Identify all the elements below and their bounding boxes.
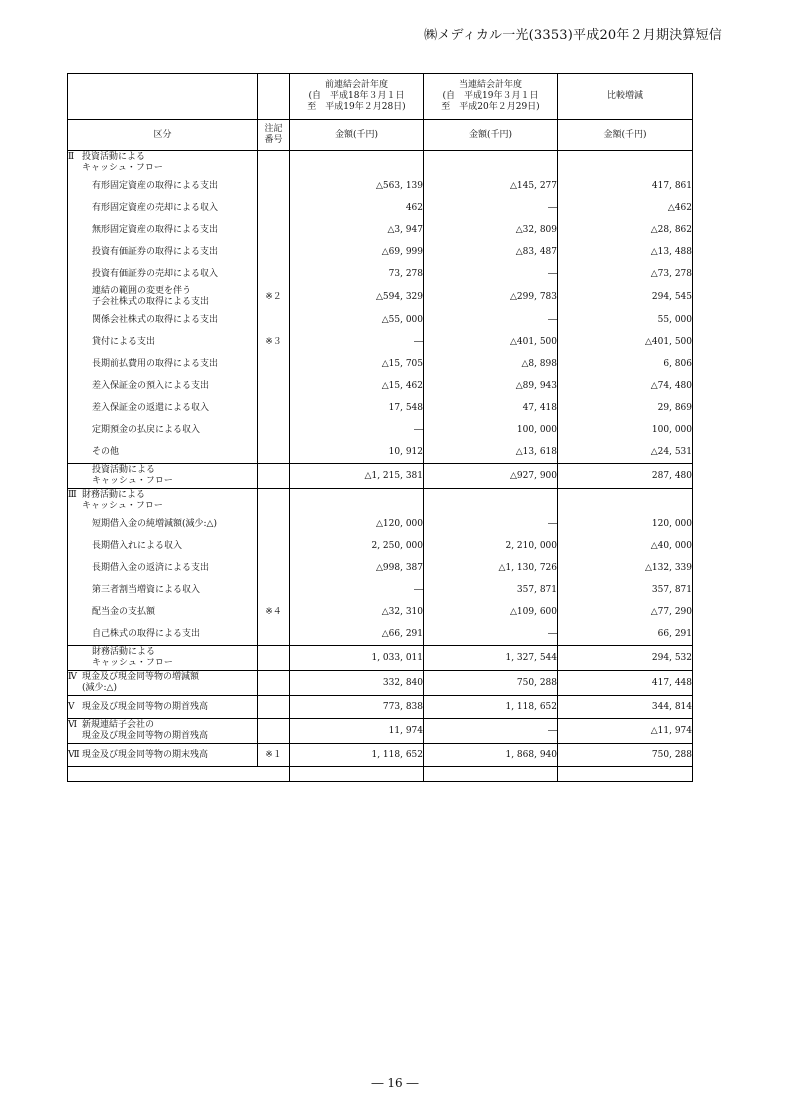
amount-prev: △15, 705 xyxy=(290,353,424,375)
row-label xyxy=(68,219,258,241)
amount-curr: △13, 618 xyxy=(424,441,558,464)
note-cell xyxy=(258,464,290,489)
text-line: 現金及び現金同等物の期首残高 xyxy=(82,731,209,741)
text-line: 第三者割当増資による収入 xyxy=(92,584,201,595)
note-ref xyxy=(258,419,290,441)
text-line: (減少:△) xyxy=(82,683,117,693)
amount-curr: △89, 943 xyxy=(424,375,558,397)
amount-curr: 1, 118, 652 xyxy=(424,696,558,719)
text-line: (自 平成18年３月１日 xyxy=(308,91,405,101)
empty-amount xyxy=(558,489,693,514)
amount-diff: 287, 480 xyxy=(558,464,693,489)
section-title-row xyxy=(68,151,693,176)
section-title-wrap xyxy=(68,490,257,512)
empty-cell xyxy=(68,767,258,782)
total-row xyxy=(68,696,693,719)
note-ref xyxy=(258,219,290,241)
amount-prev: △563, 139 xyxy=(290,175,424,197)
table-row xyxy=(68,623,693,646)
note-ref xyxy=(258,397,290,419)
amount-prev: ― xyxy=(290,331,424,353)
amount-diff: 417, 448 xyxy=(558,671,693,696)
total-label-text xyxy=(82,720,208,742)
text-line: 有形固定資産の売却による収入 xyxy=(92,202,219,213)
note-ref xyxy=(258,579,290,601)
amount-prev: △3, 947 xyxy=(290,219,424,241)
amount-prev: 2, 250, 000 xyxy=(290,535,424,557)
row-label xyxy=(68,579,258,601)
empty-amount xyxy=(424,489,558,514)
section-numeral: Ⅶ xyxy=(68,749,80,760)
row-label xyxy=(68,623,258,646)
amount-curr: 100, 000 xyxy=(424,419,558,441)
text-line: 配当金の支払額 xyxy=(92,606,156,617)
row-label xyxy=(68,397,258,419)
table-row xyxy=(68,375,693,397)
text-line: キャッシュ・フロー xyxy=(92,476,173,486)
section-title-row xyxy=(68,489,693,514)
row-label xyxy=(68,331,258,353)
empty-amount xyxy=(290,151,424,176)
text-line: 当連結会計年度 xyxy=(458,80,522,90)
row-label xyxy=(68,309,258,331)
row-label xyxy=(68,197,258,219)
total-label-wrap xyxy=(68,702,257,713)
amount-curr: 47, 418 xyxy=(424,397,558,419)
amount-diff: 750, 288 xyxy=(558,744,693,767)
column-header-row xyxy=(68,120,693,151)
header-blank xyxy=(68,74,258,120)
period-header-row xyxy=(68,74,693,120)
amount-curr: 357, 871 xyxy=(424,579,558,601)
section-title xyxy=(68,489,258,514)
note-ref xyxy=(258,197,290,219)
amount-diff: 66, 291 xyxy=(558,623,693,646)
row-label xyxy=(68,375,258,397)
text-line: その他 xyxy=(92,446,120,457)
text-line: 長期借入れによる収入 xyxy=(92,540,183,551)
amount-prev: △32, 310 xyxy=(290,601,424,623)
table-row xyxy=(68,535,693,557)
text-line: 投資有価証券の売却による収入 xyxy=(92,268,219,279)
amount-prev: 10, 912 xyxy=(290,441,424,464)
table-row xyxy=(68,331,693,353)
table-row xyxy=(68,197,693,219)
table-row xyxy=(68,419,693,441)
section-numeral: Ⅴ xyxy=(68,701,75,712)
amount-diff: △401, 500 xyxy=(558,331,693,353)
note-ref xyxy=(258,353,290,375)
row-label xyxy=(68,535,258,557)
text-line: 連結の範囲の変更を伴う xyxy=(92,286,192,296)
text-line: 現金及び現金同等物の増減額 xyxy=(82,672,200,682)
amount-prev: ― xyxy=(290,579,424,601)
amount-prev: △55, 000 xyxy=(290,309,424,331)
note-cell xyxy=(258,646,290,671)
text-line: 定期預金の払戻による収入 xyxy=(92,424,201,435)
text-line: 投資活動による xyxy=(82,152,146,162)
row-label xyxy=(68,441,258,464)
section-numeral: Ⅱ xyxy=(68,152,75,162)
amount-curr: △145, 277 xyxy=(424,175,558,197)
total-label-wrap xyxy=(68,672,257,694)
amount-diff: 29, 869 xyxy=(558,397,693,419)
text-line: キャッシュ・フロー xyxy=(82,501,163,511)
amount-diff: △77, 290 xyxy=(558,601,693,623)
text-line: 比較増減 xyxy=(606,91,643,101)
note-ref xyxy=(258,671,290,696)
text-line: 前連結会計年度 xyxy=(324,80,388,90)
header-blank xyxy=(258,74,290,120)
text-line: 注記 xyxy=(264,124,283,134)
table-row xyxy=(68,285,693,309)
note-ref: ※１ xyxy=(258,744,290,767)
text-line: 自己株式の取得による支出 xyxy=(92,628,201,639)
empty-amount xyxy=(424,151,558,176)
note-ref xyxy=(258,375,290,397)
table-row xyxy=(68,175,693,197)
section-title-text xyxy=(82,152,163,174)
text-line: 差入保証金の預入による支出 xyxy=(92,380,210,391)
total-label-text xyxy=(82,750,208,761)
table-row xyxy=(68,263,693,285)
amount-prev: 1, 118, 652 xyxy=(290,744,424,767)
total-label xyxy=(68,744,258,767)
section-title xyxy=(68,151,258,176)
empty-amount xyxy=(290,489,424,514)
amount-diff: △40, 000 xyxy=(558,535,693,557)
amount-curr: △927, 900 xyxy=(424,464,558,489)
amount-prev: △69, 999 xyxy=(290,241,424,263)
note-cell xyxy=(258,151,290,176)
row-label xyxy=(68,285,258,309)
note-ref: ※４ xyxy=(258,601,290,623)
comparison-header xyxy=(558,74,693,120)
amount-prev: 332, 840 xyxy=(290,671,424,696)
table-row xyxy=(68,579,693,601)
text-line: 有形固定資産の取得による支出 xyxy=(92,180,219,191)
amount-diff: 344, 814 xyxy=(558,696,693,719)
text-line: 短期借入金の純増減額(減少:△) xyxy=(92,518,217,529)
prior-period-header xyxy=(290,74,424,120)
section-title-wrap xyxy=(68,152,257,174)
note-ref: ※３ xyxy=(258,331,290,353)
section-title-text xyxy=(82,490,163,512)
section-numeral: Ⅲ xyxy=(68,490,77,500)
amount-curr: 2, 210, 000 xyxy=(424,535,558,557)
amount-diff: 100, 000 xyxy=(558,419,693,441)
total-label-wrap xyxy=(68,750,257,761)
amount-diff: △73, 278 xyxy=(558,263,693,285)
text-line: 投資活動による xyxy=(92,465,156,475)
amount-diff: 294, 545 xyxy=(558,285,693,309)
text-line: 財務活動による xyxy=(92,647,156,657)
empty-cell xyxy=(558,767,693,782)
note-ref xyxy=(258,623,290,646)
amount-diff: △462 xyxy=(558,197,693,219)
amount-curr: ― xyxy=(424,623,558,646)
amount-curr: △401, 500 xyxy=(424,331,558,353)
note-ref xyxy=(258,696,290,719)
text-line: 長期前払費用の取得による支出 xyxy=(92,358,219,369)
empty-cell xyxy=(424,767,558,782)
cash-flow-table xyxy=(67,73,693,782)
text-line: 新規連結子会社の xyxy=(82,720,155,730)
table-row xyxy=(68,353,693,375)
row-label xyxy=(68,241,258,263)
row-label xyxy=(68,513,258,535)
amount-curr: ― xyxy=(424,197,558,219)
text-line: 現金及び現金同等物の期末残高 xyxy=(82,749,209,760)
text-line: (自 平成19年３月１日 xyxy=(442,91,539,101)
table-row xyxy=(68,241,693,263)
amount-prev: △120, 000 xyxy=(290,513,424,535)
amount-curr: 750, 288 xyxy=(424,671,558,696)
amount-prev: 17, 548 xyxy=(290,397,424,419)
note-ref xyxy=(258,309,290,331)
row-label xyxy=(68,353,258,375)
subtotal-row xyxy=(68,646,693,671)
table-row xyxy=(68,441,693,464)
total-label xyxy=(68,719,258,744)
text-line: 現金及び現金同等物の期首残高 xyxy=(82,701,209,712)
note-cell xyxy=(258,489,290,514)
amount-prev: 1, 033, 011 xyxy=(290,646,424,671)
amount-diff: 6, 806 xyxy=(558,353,693,375)
total-row xyxy=(68,671,693,696)
section-numeral: Ⅳ xyxy=(68,672,77,682)
amount-diff: △28, 862 xyxy=(558,219,693,241)
note-ref xyxy=(258,241,290,263)
note-ref xyxy=(258,719,290,744)
text-line: 差入保証金の返還による収入 xyxy=(92,402,210,413)
text-line: 関係会社株式の取得による支出 xyxy=(92,314,219,325)
amount-prev: ― xyxy=(290,419,424,441)
total-label-text xyxy=(82,702,208,713)
amount-diff: 120, 000 xyxy=(558,513,693,535)
amount-diff: △74, 480 xyxy=(558,375,693,397)
note-ref xyxy=(258,263,290,285)
row-label xyxy=(68,557,258,579)
total-row xyxy=(68,744,693,767)
amount-diff: △11, 974 xyxy=(558,719,693,744)
amount-diff: 55, 000 xyxy=(558,309,693,331)
text-line: 至 平成19年２月28日) xyxy=(307,102,406,112)
amount-diff: △132, 339 xyxy=(558,557,693,579)
empty-cell xyxy=(290,767,424,782)
amount-prev: △1, 215, 381 xyxy=(290,464,424,489)
amount-curr: △8, 898 xyxy=(424,353,558,375)
row-label xyxy=(68,646,258,671)
amount-prev: △66, 291 xyxy=(290,623,424,646)
amount-curr: 1, 868, 940 xyxy=(424,744,558,767)
amount-diff: △24, 531 xyxy=(558,441,693,464)
amount-prev: 73, 278 xyxy=(290,263,424,285)
note-header xyxy=(258,120,290,151)
row-label xyxy=(68,464,258,489)
row-label xyxy=(68,175,258,197)
trailing-empty-row xyxy=(68,767,693,782)
amount-curr: ― xyxy=(424,263,558,285)
note-ref xyxy=(258,441,290,464)
amount-header: 金額(千円) xyxy=(290,120,424,151)
text-line: 無形固定資産の取得による支出 xyxy=(92,224,219,235)
text-line: 投資有価証券の取得による支出 xyxy=(92,246,219,257)
page-number: ― 16 ― xyxy=(371,1076,419,1090)
text-line: 貸付による支出 xyxy=(92,336,156,347)
text-line: 至 平成20年２月29日) xyxy=(441,102,540,112)
amount-prev: 462 xyxy=(290,197,424,219)
total-label xyxy=(68,696,258,719)
note-ref xyxy=(258,557,290,579)
amount-curr: 1, 327, 544 xyxy=(424,646,558,671)
note-ref xyxy=(258,513,290,535)
amount-header: 金額(千円) xyxy=(558,120,693,151)
amount-diff: 417, 861 xyxy=(558,175,693,197)
document-header: ㈱メディカル一光(3353)平成20年２月期決算短信 xyxy=(424,28,722,43)
table-row xyxy=(68,309,693,331)
amount-prev: △998, 387 xyxy=(290,557,424,579)
amount-curr: ― xyxy=(424,719,558,744)
text-line: キャッシュ・フロー xyxy=(82,163,163,173)
empty-cell xyxy=(258,767,290,782)
current-period-header xyxy=(424,74,558,120)
amount-prev: △15, 462 xyxy=(290,375,424,397)
table-row xyxy=(68,557,693,579)
note-ref xyxy=(258,535,290,557)
table-row xyxy=(68,397,693,419)
amount-curr: △1, 130, 726 xyxy=(424,557,558,579)
amount-header: 金額(千円) xyxy=(424,120,558,151)
amount-diff: △13, 488 xyxy=(558,241,693,263)
text-line: 長期借入金の返済による支出 xyxy=(92,562,210,573)
table-row xyxy=(68,513,693,535)
text-line: 財務活動による xyxy=(82,490,146,500)
table-row xyxy=(68,601,693,623)
total-label xyxy=(68,671,258,696)
total-label-text xyxy=(82,672,199,694)
amount-curr: △109, 600 xyxy=(424,601,558,623)
empty-amount xyxy=(558,151,693,176)
row-label xyxy=(68,601,258,623)
text-line: 子会社株式の取得による支出 xyxy=(92,297,210,307)
section-numeral: Ⅵ xyxy=(68,720,78,730)
amount-prev: △594, 329 xyxy=(290,285,424,309)
row-label xyxy=(68,419,258,441)
subtotal-row xyxy=(68,464,693,489)
text-line: 番号 xyxy=(264,135,283,145)
category-header: 区分 xyxy=(68,120,258,151)
amount-prev: 773, 838 xyxy=(290,696,424,719)
row-label xyxy=(68,263,258,285)
amount-curr: △32, 809 xyxy=(424,219,558,241)
note-ref: ※２ xyxy=(258,285,290,309)
text-line: キャッシュ・フロー xyxy=(92,658,173,668)
amount-curr: △83, 487 xyxy=(424,241,558,263)
amount-curr: ― xyxy=(424,513,558,535)
amount-diff: 357, 871 xyxy=(558,579,693,601)
amount-curr: ― xyxy=(424,309,558,331)
total-label-wrap xyxy=(68,720,257,742)
amount-prev: 11, 974 xyxy=(290,719,424,744)
total-row xyxy=(68,719,693,744)
amount-curr: △299, 783 xyxy=(424,285,558,309)
note-ref xyxy=(258,175,290,197)
table-row xyxy=(68,219,693,241)
amount-diff: 294, 532 xyxy=(558,646,693,671)
